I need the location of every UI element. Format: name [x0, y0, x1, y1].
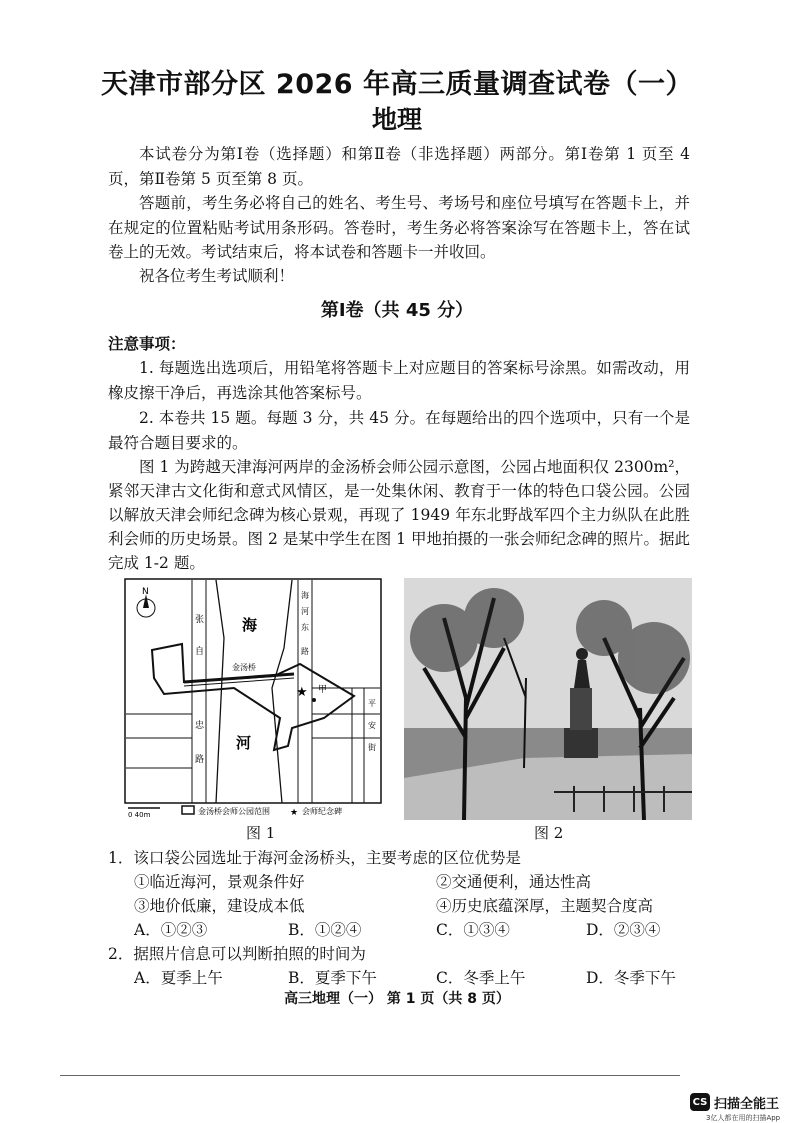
section-title: 第Ⅰ卷（共 45 分） [320, 300, 474, 321]
q1-option-d: D．②③④ [586, 921, 661, 939]
scale-label: 0 40m [128, 811, 151, 819]
q1-statement-1: ①临近海河，景观条件好 [134, 873, 305, 891]
road-an: 安 [368, 721, 376, 730]
river-label-1: 海 [242, 616, 258, 634]
road-zi: 自 [195, 647, 205, 657]
road-jie: 街 [368, 743, 376, 752]
scanner-watermark [690, 1091, 779, 1113]
q1-statement-2: ②交通便利，通达性高 [436, 873, 592, 891]
site-jia-point [312, 698, 316, 702]
q2-option-c: C．冬季上午 [436, 969, 526, 987]
intro-paragraph-3: 祝各位考生考试顺利！ [139, 267, 295, 285]
bottom-rule [60, 1075, 680, 1076]
cs-logo-icon: CS [690, 1093, 710, 1111]
q1-option-c: C．①③④ [436, 921, 510, 939]
subject-title: 地理 [371, 105, 422, 134]
road-ping: 平 [368, 699, 376, 708]
q2-option-a: A．夏季上午 [134, 969, 223, 987]
road-lu: 路 [195, 755, 205, 765]
figure-1-map [124, 578, 382, 820]
scanner-brand-name: 扫描全能王 [714, 1096, 780, 1112]
notes-heading: 注意事项： [108, 335, 186, 353]
road-haihe-4: 路 [301, 647, 309, 656]
q2-option-b: B．夏季下午 [288, 969, 377, 987]
legend-monument-label: 会师纪念碑 [302, 807, 342, 816]
monument-star-icon: ★ [296, 685, 308, 700]
page-footer: 高三地理（一） 第 1 页（共 8 页） [284, 991, 510, 1007]
figure-2-caption: 图 2 [534, 824, 564, 842]
road-zhang: 张 [195, 615, 205, 625]
scanner-brand-sub: 3亿人都在用的扫描App [706, 1114, 781, 1122]
intro-paragraph-2: 答题前，考生务必将自己的姓名、考生号、考场号和座位号填写在答题卡上，并在规定的位置粘贴考试用条形码。答卷时，考生务必将答案涂写在答题卡上，答在试卷上的无效。考试结束后，将本试卷和答题卡一并收回。 [108, 194, 690, 261]
question-2-stem: 2．据照片信息可以判断拍照的时间为 [108, 945, 366, 963]
note-2: 2. 本卷共 15 题。每题 3 分，共 45 分。在每题给出的四个选项中，只有一个是最符合题目要求的。 [108, 409, 690, 452]
q1-statement-4: ④历史底蕴深厚，主题契合度高 [436, 897, 654, 915]
road-haihe-1: 海 [301, 591, 309, 600]
legend-star-icon: ★ [290, 808, 299, 818]
road-zhong: 忠 [195, 721, 205, 731]
legend-park-icon [182, 806, 194, 814]
q2-option-d: D．冬季下午 [586, 969, 676, 987]
legend-park-label: 金汤桥会师公园范围 [198, 807, 270, 816]
figure-1-caption: 图 1 [246, 824, 276, 842]
q1-statement-3: ③地价低廉，建设成本低 [134, 897, 305, 915]
road-haihe-2: 河 [301, 607, 309, 616]
river-label-2: 河 [236, 734, 252, 752]
road-haihe-3: 东 [301, 623, 309, 632]
site-jia-label: 甲 [318, 685, 328, 695]
intro-paragraph-1: 本试卷分为第Ⅰ卷（选择题）和第Ⅱ卷（非选择题）两部分。第Ⅰ卷第 1 页至 4 页，第Ⅱ卷第 5 页至第 8 页。 [108, 145, 690, 188]
material-text: 图 1 为跨越天津海河两岸的金汤桥会师公园示意图，公园占地面积仅 2300m²，紧邻天津古文化街和意式风情区，是一处集休闲、教育于一体的特色口袋公园。公园以解放天津会师纪念碑为核心景观，再现了 1949 年东北野战军四个主力纵队在此胜利会师的历史场景。图 2 是某中学生在图 1 甲地拍摄的一张会师纪念碑的照片。据此完成 1-2 题。 [108, 458, 690, 572]
figure-2-photo [404, 578, 692, 820]
q1-option-a: A．①②③ [134, 921, 208, 939]
bridge-label: 金汤桥 [232, 663, 256, 672]
q1-option-b: B．①②④ [288, 921, 362, 939]
exam-title: 天津市部分区 2026 年高三质量调查试卷（一） [101, 69, 693, 100]
question-1-stem: 1．该口袋公园选址于海河金汤桥头，主要考虑的区位优势是 [108, 849, 521, 867]
note-1: 1. 每题选出选项后，用铅笔将答题卡上对应题目的答案标号涂黑。如需改动，用橡皮擦干净后，再选涂其他答案标号。 [108, 359, 690, 402]
north-label: N [142, 587, 149, 597]
